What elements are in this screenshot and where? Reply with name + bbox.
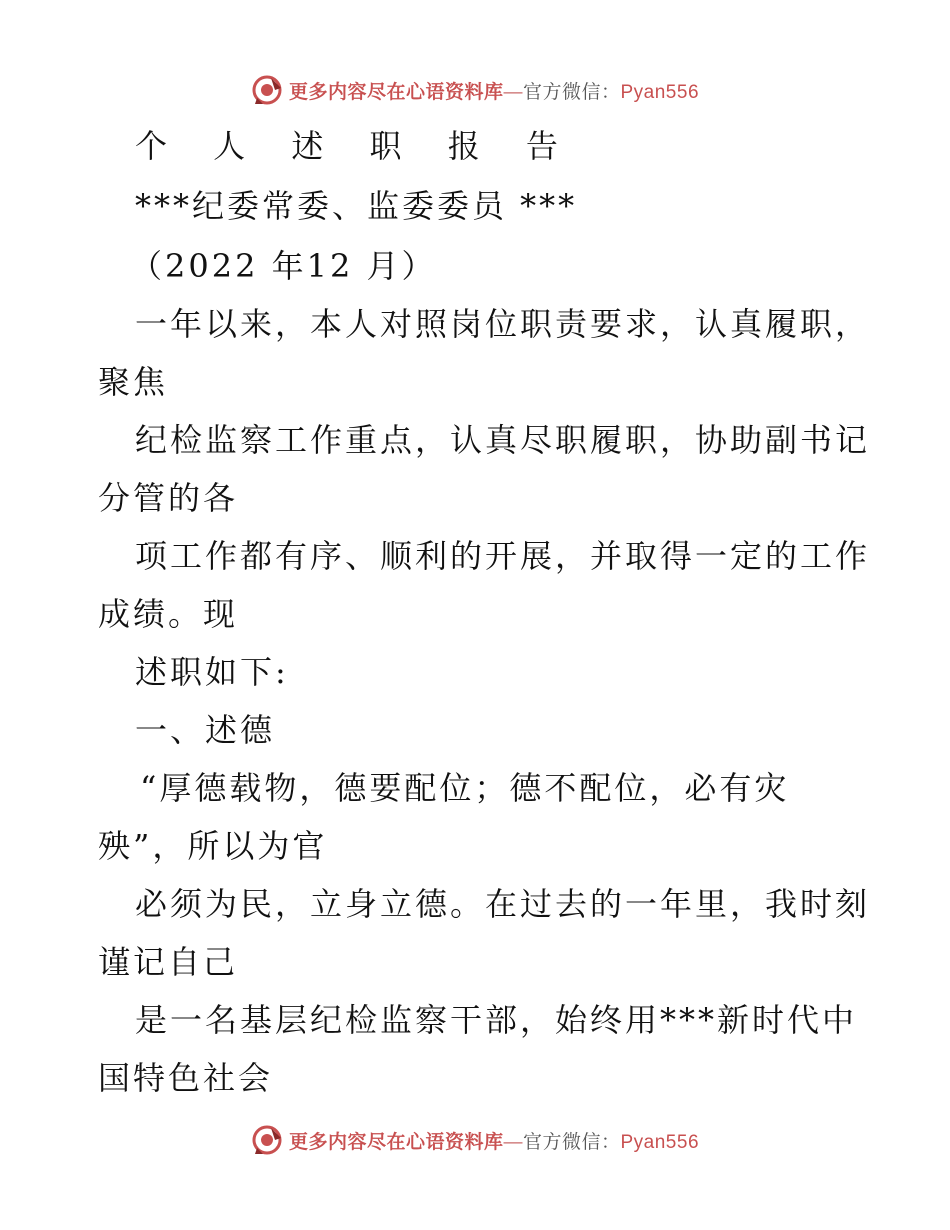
logo-icon xyxy=(251,1124,283,1156)
paragraph-line: 国特色社会 xyxy=(98,1059,274,1097)
document-date: （2022 年12 月） xyxy=(130,247,437,285)
document-title: 个 人 述 职 报 告 xyxy=(135,127,576,165)
watermark-site: 更多内容尽在心语资料库 xyxy=(288,80,504,103)
document-author: ***纪委常委、监委委员 *** xyxy=(135,187,578,225)
paragraph-line: 殃”，所以为官 xyxy=(98,827,328,865)
logo-icon xyxy=(251,74,283,106)
footer-watermark xyxy=(0,1120,950,1160)
watermark-text xyxy=(289,1127,699,1154)
paragraph-line: 述职如下: xyxy=(135,653,289,691)
watermark-dash: — xyxy=(503,1131,523,1153)
watermark-id: Pyan556 xyxy=(620,81,700,103)
header-watermark xyxy=(0,70,950,110)
paragraph-line: 聚焦 xyxy=(98,363,169,401)
watermark-label: 官方微信： xyxy=(522,80,621,103)
paragraph-line: 分管的各 xyxy=(98,479,239,517)
paragraph-line: 成绩。现 xyxy=(98,595,239,633)
watermark-dash: — xyxy=(503,81,523,103)
paragraph-line: 必须为民，立身立德。在过去的一年里，我时刻 xyxy=(135,885,871,923)
paragraph-line: 是一名基层纪检监察干部，始终用***新时代中 xyxy=(135,1001,858,1039)
watermark-label: 官方微信： xyxy=(522,1130,621,1153)
paragraph-line: 项工作都有序、顺利的开展，并取得一定的工作 xyxy=(135,537,871,575)
section-heading: 一、述德 xyxy=(135,711,276,749)
paragraph-line: 纪检监察工作重点，认真尽职履职，协助副书记 xyxy=(135,421,871,459)
watermark-text xyxy=(289,77,699,104)
watermark-site: 更多内容尽在心语资料库 xyxy=(288,1130,504,1153)
watermark-id: Pyan556 xyxy=(620,1131,700,1153)
paragraph-line: 一年以来，本人对照岗位职责要求，认真履职， xyxy=(135,305,871,343)
paragraph-line: 谨记自己 xyxy=(98,943,239,981)
paragraph-line: “厚德载物，德要配位；德不配位，必有灾 xyxy=(140,769,790,807)
